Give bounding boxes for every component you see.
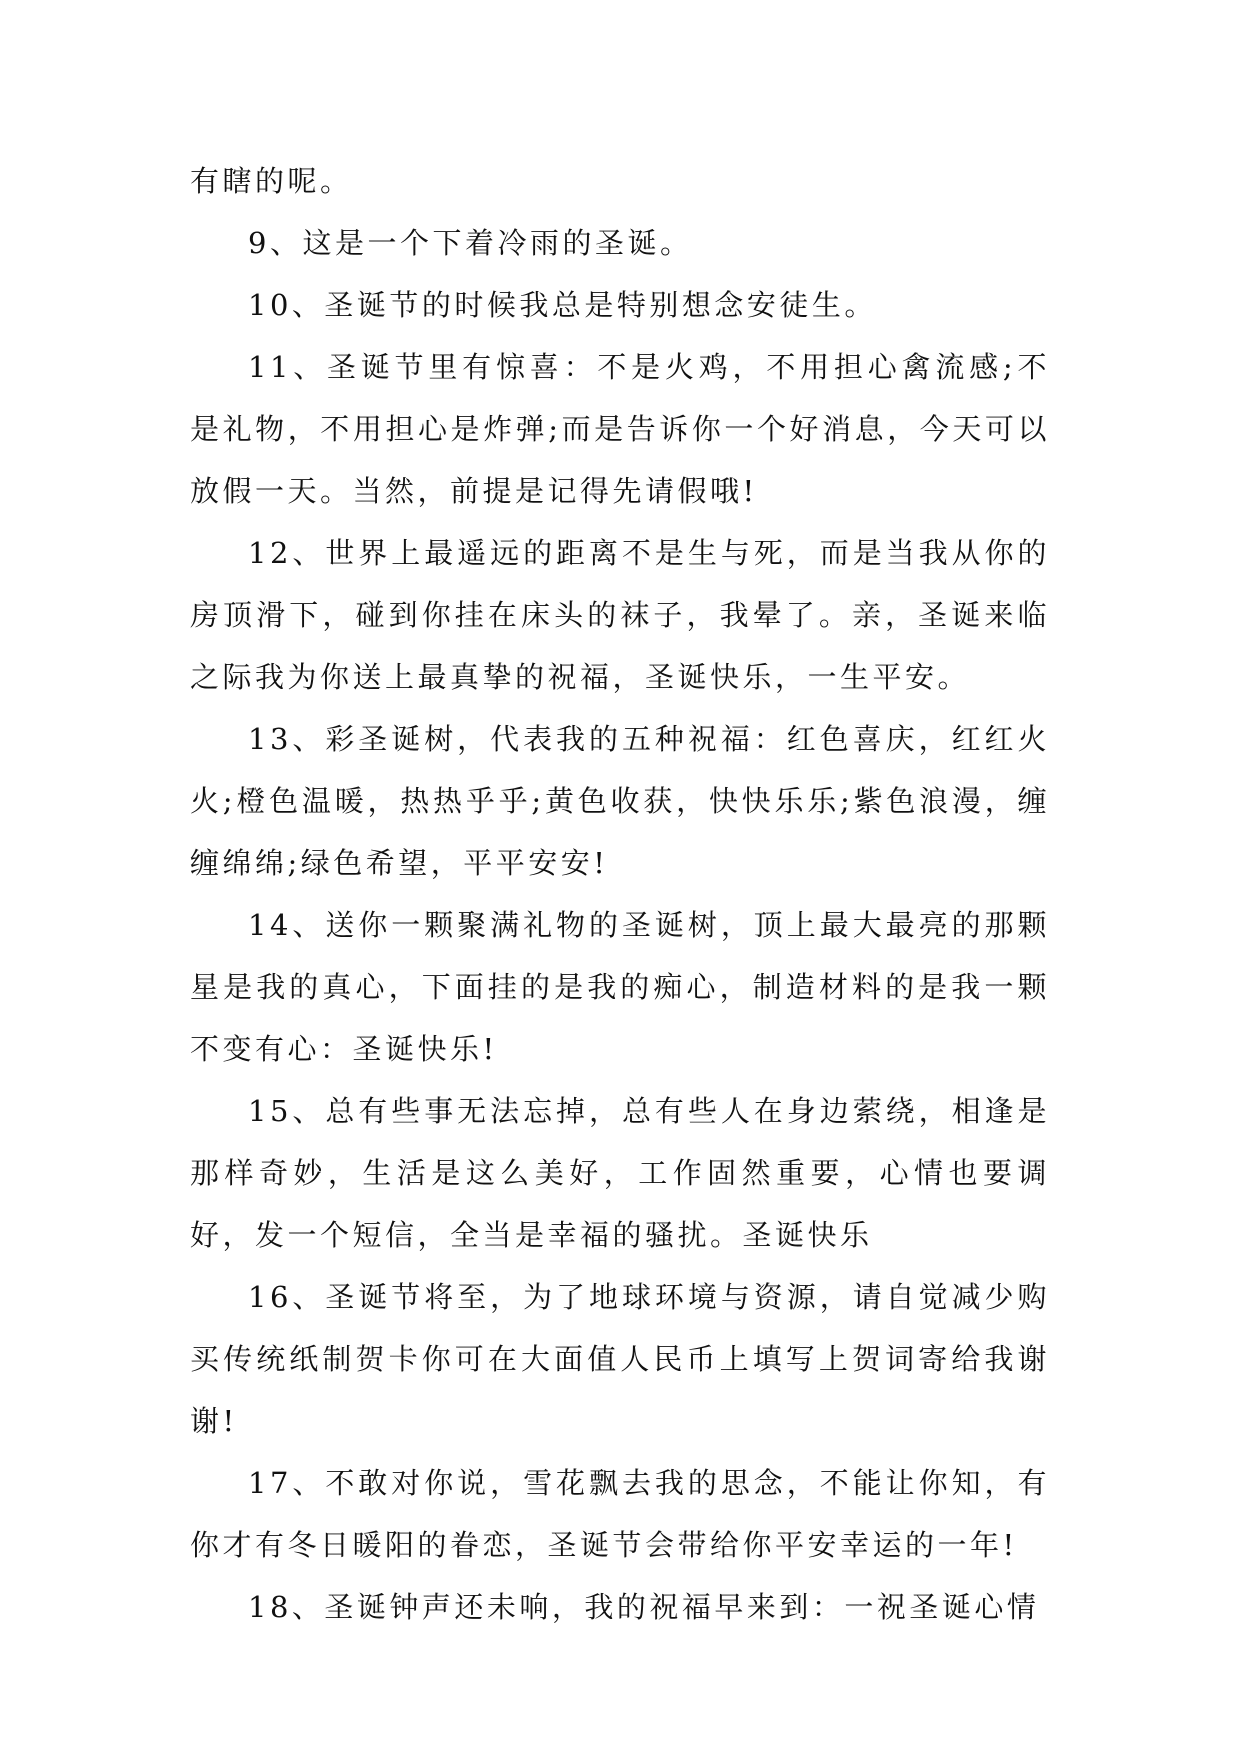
paragraph-10: 10、圣诞节的时候我总是特别想念安徒生。 <box>248 288 877 322</box>
paragraph-14: 14、送你一颗聚满礼物的圣诞树，顶上最大最亮的那颗星是我的真心，下面挂的是我的痴心，制造材料的是我一颗不变有心：圣诞快乐! <box>190 908 1050 1066</box>
paragraph-16: 16、圣诞节将至，为了地球环境与资源，请自觉减少购买传统纸制贺卡你可在大面值人民币上填写上贺词寄给我谢谢! <box>190 1280 1050 1438</box>
paragraph-continuation: 有瞎的呢。 <box>190 164 353 198</box>
paragraph-12: 12、世界上最遥远的距离不是生与死，而是当我从你的房顶滑下，碰到你挂在床头的袜子，我晕了。亲，圣诞来临之际我为你送上最真挚的祝福，圣诞快乐，一生平安。 <box>190 536 1050 694</box>
document-body <box>190 150 1050 1638</box>
paragraph-15: 15、总有些事无法忘掉，总有些人在身边萦绕，相逢是那样奇妙，生活是这么美好，工作固然重要，心情也要调好，发一个短信，全当是幸福的骚扰。圣诞快乐 <box>190 1094 1050 1252</box>
paragraph-18: 18、圣诞钟声还未响，我的祝福早来到：一祝圣诞心情 <box>248 1590 1040 1624</box>
paragraph-17: 17、不敢对你说，雪花飘去我的思念，不能让你知，有你才有冬日暖阳的眷恋，圣诞节会带给你平安幸运的一年! <box>190 1466 1050 1562</box>
paragraph-9: 9、这是一个下着冷雨的圣诞。 <box>248 226 693 260</box>
paragraph-11: 11、圣诞节里有惊喜：不是火鸡，不用担心禽流感;不是礼物，不用担心是炸弹;而是告诉你一个好消息，今天可以放假一天。当然，前提是记得先请假哦! <box>190 350 1050 508</box>
paragraph-13: 13、彩圣诞树，代表我的五种祝福：红色喜庆，红红火火;橙色温暖，热热乎乎;黄色收获，快快乐乐;紫色浪漫，缠缠绵绵;绿色希望，平平安安! <box>190 722 1050 880</box>
